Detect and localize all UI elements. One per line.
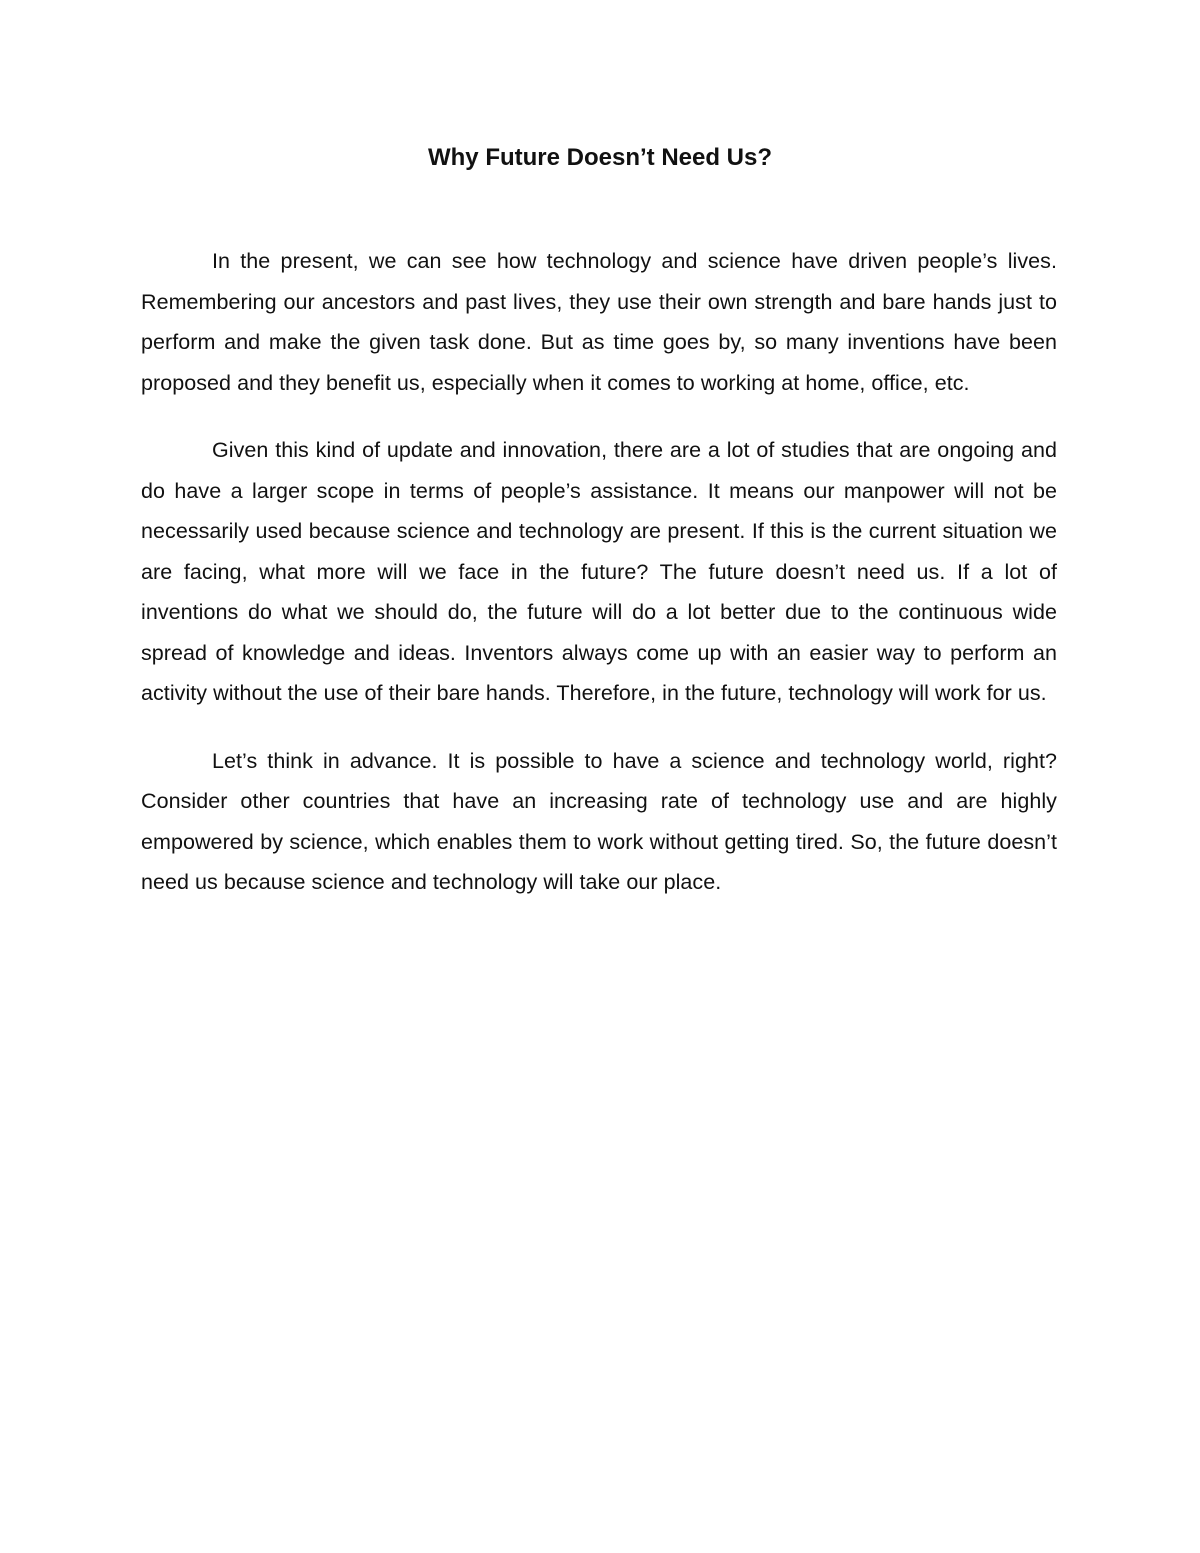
paragraph-2: Given this kind of update and innovation, there are a lot of studies that are ongoing and do have a larger scope in terms of people’s assistance. It means our manpower will not be necessarily used because science and technology are present. If this is the current situation we are facing, what more will we face in the future? The future doesn’t need us. If a lot of inventions do what we should do, the future will do a lot better due to the continuous wide spread of knowledge and ideas. Inventors always come up with an easier way to perform an activity without the use of their bare hands. Therefore, in the future, technology will work for us. (141, 438, 1057, 705)
paragraph-3: Let’s think in advance. It is possible to have a science and technology world, right? Consider other countries that have an increasing rate of technology use and are highly empowered by science, which enables them to work without getting tired. So, the future doesn’t need us because science and technology will take our place. (141, 748, 1057, 894)
paragraph-1: In the present, we can see how technology and science have driven people’s lives. Remembering our ancestors and past lives, they use their own strength and bare hands just to perform and make the given task done. But as time goes by, so many inventions have been proposed and they benefit us, especially when it comes to working at home, office, etc. (141, 249, 1057, 395)
document-body (141, 241, 1057, 930)
document-title: Why Future Doesn’t Need Us? (427, 144, 773, 171)
